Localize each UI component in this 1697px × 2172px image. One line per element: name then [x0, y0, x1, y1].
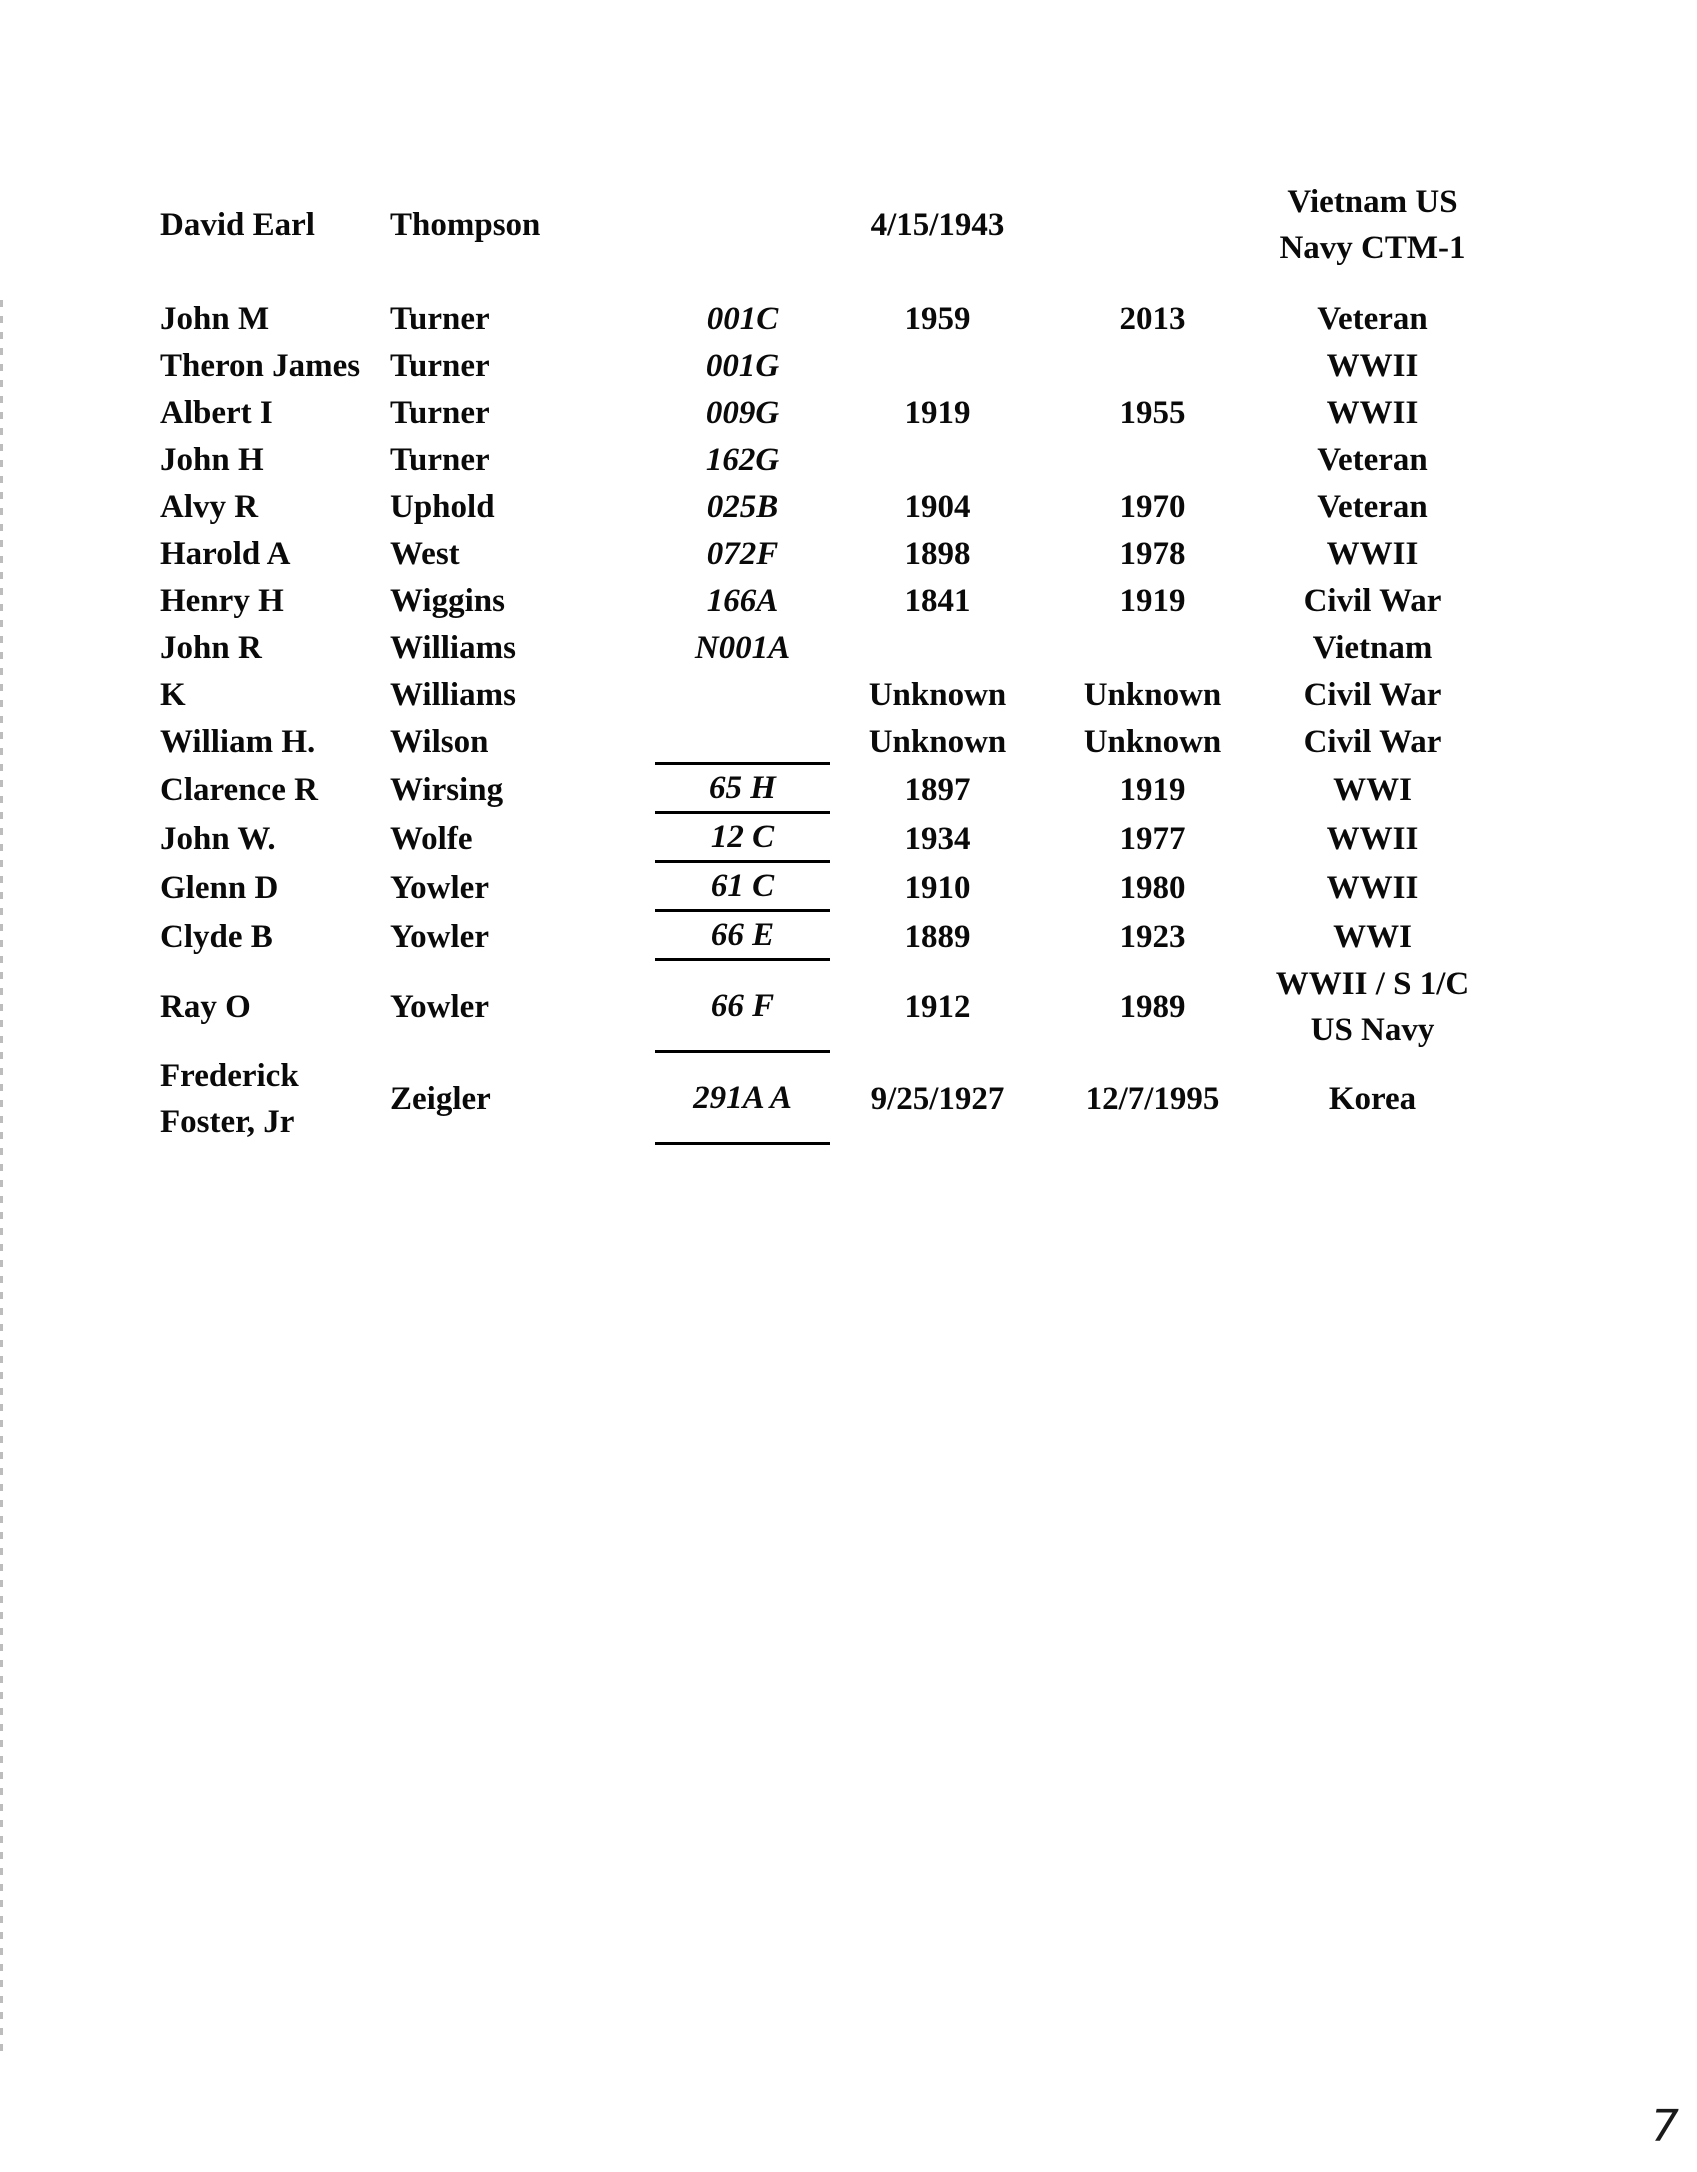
death-date: 1923	[1119, 918, 1186, 955]
death-date: 1989	[1119, 989, 1186, 1025]
service-era: Veteran	[1317, 488, 1428, 525]
grave-location: 001G	[705, 347, 780, 384]
table-row	[160, 912, 1520, 961]
grave-location	[655, 155, 830, 295]
last-name: Thompson	[390, 207, 541, 243]
first-name: Clyde B	[160, 918, 273, 955]
service-era: Vietnam	[1312, 629, 1433, 666]
service-era: Civil War	[1303, 723, 1442, 760]
first-name: Henry H	[160, 582, 284, 619]
death-date: 1955	[1119, 394, 1186, 431]
last-name: Wilson	[390, 723, 489, 760]
last-name: Turner	[390, 394, 490, 431]
service-era: WWI	[1333, 771, 1412, 808]
grave-location: 291A A	[655, 1053, 830, 1145]
grave-location	[655, 671, 830, 718]
death-date: 1970	[1119, 488, 1186, 525]
service-era: WWII	[1326, 869, 1419, 906]
first-name: William H.	[160, 723, 316, 760]
birth-date: 1934	[904, 820, 971, 857]
first-name: Harold A	[160, 535, 291, 572]
grave-location: 025B	[706, 488, 779, 525]
last-name: Williams	[390, 676, 516, 713]
death-date: 12/7/1995	[1085, 1081, 1220, 1117]
table-row	[160, 718, 1520, 765]
birth-date: 9/25/1927	[870, 1081, 1005, 1117]
service-era: WWII	[1326, 394, 1419, 431]
table-row	[160, 530, 1520, 577]
death-date: Unknown	[1083, 676, 1222, 713]
grave-location: 162G	[705, 441, 780, 478]
first-name: K	[160, 676, 186, 713]
grave-location: 66 E	[655, 912, 830, 961]
death-date: 1977	[1119, 820, 1186, 857]
service-era: Veteran	[1317, 441, 1428, 478]
service-era: WWII / S 1/C US Navy	[1275, 966, 1470, 1048]
service-era: Vietnam US Navy CTM-1	[1279, 184, 1466, 266]
birth-date: 1898	[904, 535, 971, 572]
birth-date: 1959	[904, 300, 971, 337]
veteran-roster-table	[160, 155, 1520, 1145]
death-date: Unknown	[1083, 723, 1222, 760]
last-name: Uphold	[390, 488, 495, 525]
birth-date: Unknown	[868, 676, 1007, 713]
table-row	[160, 961, 1520, 1053]
last-name: Wolfe	[390, 820, 473, 857]
service-era: WWI	[1333, 918, 1412, 955]
first-name: John H	[160, 441, 264, 478]
birth-date: 1904	[904, 488, 971, 525]
table-row	[160, 389, 1520, 436]
table-row	[160, 624, 1520, 671]
first-name: John M	[160, 300, 270, 337]
grave-location: 072F	[706, 535, 779, 572]
grave-location: 66 F	[655, 961, 830, 1053]
table-row	[160, 155, 1520, 295]
page-number: 7	[1651, 2101, 1679, 2152]
grave-location: N001A	[694, 629, 791, 666]
first-name: David Earl	[160, 207, 315, 243]
last-name: Turner	[390, 347, 490, 384]
table-row	[160, 671, 1520, 718]
service-era: Veteran	[1317, 300, 1428, 337]
death-date: 1919	[1119, 582, 1186, 619]
first-name: Albert I	[160, 394, 273, 431]
birth-date: 1910	[904, 869, 971, 906]
last-name: Zeigler	[390, 1081, 491, 1117]
table-row	[160, 765, 1520, 814]
last-name: Turner	[390, 300, 490, 337]
service-era: WWII	[1326, 820, 1419, 857]
scan-edge-marks	[0, 300, 3, 2060]
grave-location: 12 C	[655, 814, 830, 863]
first-name: Theron James	[160, 347, 361, 384]
table-row	[160, 577, 1520, 624]
last-name: Yowler	[390, 989, 489, 1025]
death-date: 1980	[1119, 869, 1186, 906]
last-name: West	[390, 535, 460, 572]
table-row	[160, 342, 1520, 389]
death-date: 1919	[1119, 771, 1186, 808]
first-name: Clarence R	[160, 771, 318, 808]
birth-date: Unknown	[868, 723, 1007, 760]
first-name: John R	[160, 629, 262, 666]
table-row	[160, 295, 1520, 342]
service-era: WWII	[1326, 347, 1419, 384]
grave-location: 001C	[706, 300, 779, 337]
first-name: John W.	[160, 820, 276, 857]
last-name: Williams	[390, 629, 516, 666]
birth-date: 1897	[904, 771, 971, 808]
grave-location: 009G	[705, 394, 780, 431]
service-era: Korea	[1328, 1081, 1417, 1117]
last-name: Wiggins	[390, 582, 505, 619]
first-name: Frederick Foster, Jr	[160, 1058, 299, 1140]
grave-location: 61 C	[655, 863, 830, 912]
service-era: Civil War	[1303, 676, 1442, 713]
service-era: WWII	[1326, 535, 1419, 572]
birth-date: 4/15/1943	[870, 207, 1005, 243]
birth-date: 1919	[904, 394, 971, 431]
first-name: Ray O	[160, 989, 251, 1025]
table-row	[160, 1053, 1520, 1145]
birth-date: 1841	[904, 582, 971, 619]
death-date: 1978	[1119, 535, 1186, 572]
grave-location: 166A	[706, 582, 779, 619]
last-name: Yowler	[390, 918, 489, 955]
service-era: Civil War	[1303, 582, 1442, 619]
last-name: Turner	[390, 441, 490, 478]
first-name: Glenn D	[160, 869, 279, 906]
death-date: 2013	[1119, 300, 1186, 337]
table-row	[160, 863, 1520, 912]
birth-date: 1889	[904, 918, 971, 955]
table-row	[160, 814, 1520, 863]
grave-location	[655, 718, 830, 765]
birth-date: 1912	[904, 989, 971, 1025]
table-row	[160, 483, 1520, 530]
last-name: Wirsing	[390, 771, 504, 808]
grave-location: 65 H	[655, 765, 830, 814]
table-row	[160, 436, 1520, 483]
first-name: Alvy R	[160, 488, 259, 525]
last-name: Yowler	[390, 869, 489, 906]
